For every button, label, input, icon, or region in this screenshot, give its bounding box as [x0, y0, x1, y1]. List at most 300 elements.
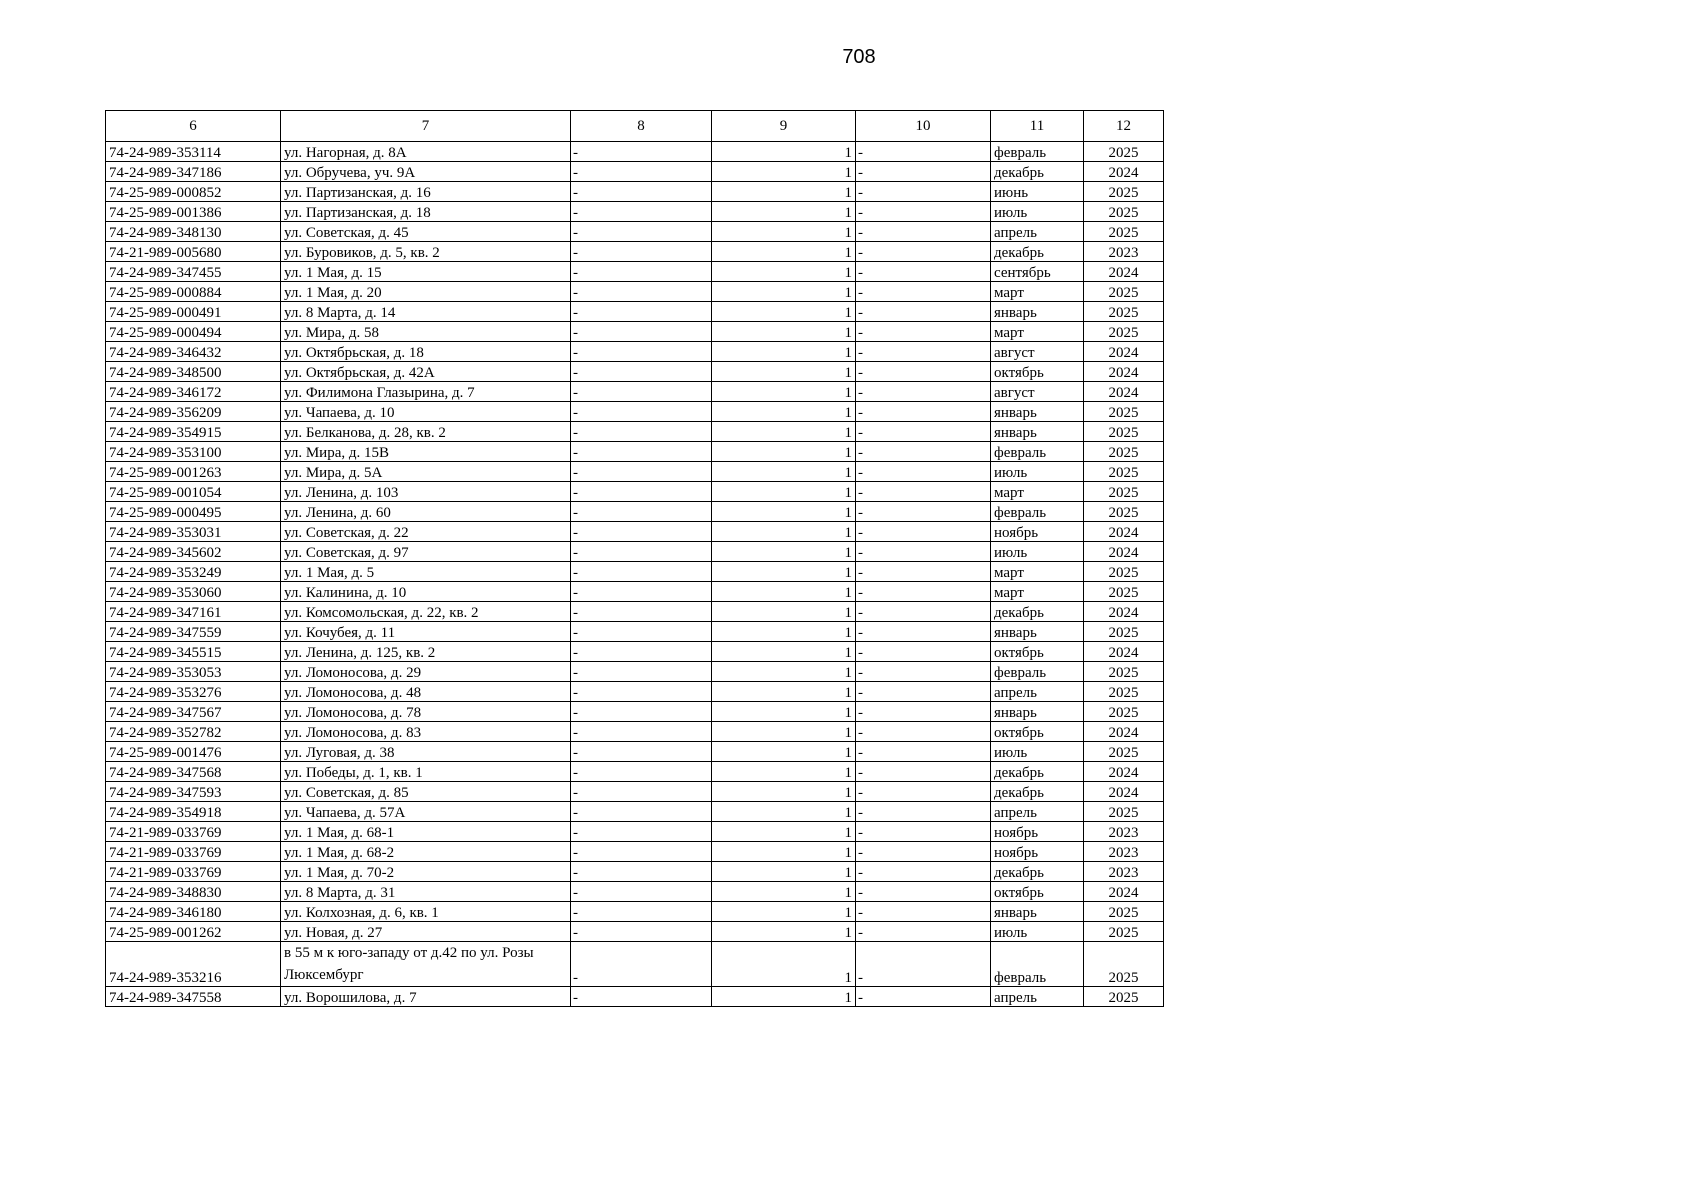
cell-month: февраль — [991, 502, 1084, 522]
cell-year: 2025 — [1084, 482, 1164, 502]
cell-cadastral-number: 74-24-989-348500 — [106, 362, 281, 382]
cell-month: ноябрь — [991, 522, 1084, 542]
cell-month: октябрь — [991, 882, 1084, 902]
cell-col-10: - — [856, 782, 991, 802]
cell-cadastral-number: 74-25-989-001476 — [106, 742, 281, 762]
cell-col-8: - — [571, 522, 712, 542]
cell-col-8: - — [571, 422, 712, 442]
cell-col-10: - — [856, 702, 991, 722]
cell-year: 2025 — [1084, 182, 1164, 202]
table-row — [106, 482, 1164, 502]
cell-cadastral-number: 74-25-989-000491 — [106, 302, 281, 322]
table-header — [106, 111, 1164, 142]
cell-quantity: 1 — [712, 722, 856, 742]
cell-year: 2024 — [1084, 722, 1164, 742]
cell-cadastral-number: 74-24-989-353031 — [106, 522, 281, 542]
cell-month: апрель — [991, 802, 1084, 822]
column-header-8: 8 — [571, 111, 712, 142]
cell-month: декабрь — [991, 162, 1084, 182]
cell-cadastral-number: 74-24-989-353249 — [106, 562, 281, 582]
cell-col-8: - — [571, 622, 712, 642]
table-row — [106, 842, 1164, 862]
cell-quantity: 1 — [712, 922, 856, 942]
cell-quantity: 1 — [712, 902, 856, 922]
cell-col-8: - — [571, 762, 712, 782]
cell-year: 2025 — [1084, 302, 1164, 322]
cell-cadastral-number: 74-24-989-356209 — [106, 402, 281, 422]
cell-quantity: 1 — [712, 782, 856, 802]
cell-quantity: 1 — [712, 882, 856, 902]
table-row — [106, 162, 1164, 182]
cell-address: ул. Ворошилова, д. 7 — [281, 987, 571, 1007]
cell-address: ул. 1 Мая, д. 68-2 — [281, 842, 571, 862]
cell-address: ул. 8 Марта, д. 14 — [281, 302, 571, 322]
cell-year: 2025 — [1084, 282, 1164, 302]
table-row — [106, 642, 1164, 662]
cell-cadastral-number: 74-21-989-005680 — [106, 242, 281, 262]
cell-address: ул. Нагорная, д. 8А — [281, 142, 571, 162]
cell-year: 2025 — [1084, 987, 1164, 1007]
cell-year: 2025 — [1084, 402, 1164, 422]
cell-address: ул. Колхозная, д. 6, кв. 1 — [281, 902, 571, 922]
cell-month: март — [991, 322, 1084, 342]
cell-address: ул. Ломоносова, д. 83 — [281, 722, 571, 742]
table-row — [106, 522, 1164, 542]
cell-col-10: - — [856, 802, 991, 822]
cell-cadastral-number: 74-24-989-354915 — [106, 422, 281, 442]
cell-address: ул. Ломоносова, д. 78 — [281, 702, 571, 722]
cell-cadastral-number: 74-24-989-348130 — [106, 222, 281, 242]
cell-address: ул. Обручева, уч. 9А — [281, 162, 571, 182]
cell-col-10: - — [856, 162, 991, 182]
cell-quantity: 1 — [712, 242, 856, 262]
cell-quantity: 1 — [712, 602, 856, 622]
cell-cadastral-number: 74-25-989-001262 — [106, 922, 281, 942]
cell-col-8: - — [571, 262, 712, 282]
header-row — [106, 111, 1164, 142]
cell-year: 2025 — [1084, 322, 1164, 342]
table-row — [106, 762, 1164, 782]
cell-month: январь — [991, 622, 1084, 642]
column-header-11: 11 — [991, 111, 1084, 142]
cell-cadastral-number: 74-24-989-346432 — [106, 342, 281, 362]
column-header-6: 6 — [106, 111, 281, 142]
cell-year: 2024 — [1084, 362, 1164, 382]
table-row — [106, 602, 1164, 622]
table-row — [106, 562, 1164, 582]
cell-year: 2025 — [1084, 942, 1164, 987]
cell-col-8: - — [571, 362, 712, 382]
cell-quantity: 1 — [712, 422, 856, 442]
cell-col-8: - — [571, 642, 712, 662]
cell-month: март — [991, 282, 1084, 302]
cell-col-8: - — [571, 782, 712, 802]
cell-cadastral-number: 74-24-989-353276 — [106, 682, 281, 702]
cell-month: февраль — [991, 142, 1084, 162]
cell-quantity: 1 — [712, 462, 856, 482]
cell-quantity: 1 — [712, 322, 856, 342]
cell-quantity: 1 — [712, 522, 856, 542]
cell-col-10: - — [856, 182, 991, 202]
cell-cadastral-number: 74-24-989-353114 — [106, 142, 281, 162]
cell-col-8: - — [571, 182, 712, 202]
cell-month: октябрь — [991, 642, 1084, 662]
cell-col-10: - — [856, 942, 991, 987]
cell-col-10: - — [856, 682, 991, 702]
cell-address: ул. Ленина, д. 125, кв. 2 — [281, 642, 571, 662]
cell-quantity: 1 — [712, 642, 856, 662]
cell-col-10: - — [856, 522, 991, 542]
cell-month: февраль — [991, 662, 1084, 682]
table-row — [106, 582, 1164, 602]
cell-cadastral-number: 74-25-989-000884 — [106, 282, 281, 302]
cell-cadastral-number: 74-21-989-033769 — [106, 822, 281, 842]
cell-col-8: - — [571, 562, 712, 582]
table-row — [106, 502, 1164, 522]
cell-col-10: - — [856, 642, 991, 662]
cell-col-10: - — [856, 142, 991, 162]
cell-quantity: 1 — [712, 342, 856, 362]
cell-month: апрель — [991, 987, 1084, 1007]
cell-year: 2024 — [1084, 602, 1164, 622]
cell-quantity: 1 — [712, 282, 856, 302]
table-row — [106, 862, 1164, 882]
cell-year: 2025 — [1084, 142, 1164, 162]
column-header-10: 10 — [856, 111, 991, 142]
cell-address: ул. Советская, д. 85 — [281, 782, 571, 802]
table-body — [106, 142, 1164, 1007]
cell-month: июль — [991, 922, 1084, 942]
cell-cadastral-number: 74-25-989-000495 — [106, 502, 281, 522]
cell-address: ул. Филимона Глазырина, д. 7 — [281, 382, 571, 402]
cell-col-8: - — [571, 882, 712, 902]
column-header-9: 9 — [712, 111, 856, 142]
table-row — [106, 282, 1164, 302]
cell-cadastral-number: 74-25-989-001386 — [106, 202, 281, 222]
cell-address: ул. Советская, д. 22 — [281, 522, 571, 542]
cell-col-10: - — [856, 922, 991, 942]
cell-col-10: - — [856, 862, 991, 882]
table-row — [106, 422, 1164, 442]
cell-year: 2024 — [1084, 762, 1164, 782]
cell-col-10: - — [856, 622, 991, 642]
cell-quantity: 1 — [712, 442, 856, 462]
cell-cadastral-number: 74-24-989-347593 — [106, 782, 281, 802]
cell-col-8: - — [571, 802, 712, 822]
cell-cadastral-number: 74-24-989-347186 — [106, 162, 281, 182]
cell-month: декабрь — [991, 242, 1084, 262]
cell-month: декабрь — [991, 862, 1084, 882]
cell-year: 2023 — [1084, 862, 1164, 882]
table-row — [106, 942, 1164, 987]
table-row — [106, 987, 1164, 1007]
cell-address: ул. Мира, д. 5А — [281, 462, 571, 482]
table-row — [106, 682, 1164, 702]
cell-month: январь — [991, 702, 1084, 722]
cell-year: 2024 — [1084, 382, 1164, 402]
cell-col-8: - — [571, 162, 712, 182]
cell-year: 2025 — [1084, 682, 1164, 702]
cell-col-10: - — [856, 742, 991, 762]
cell-cadastral-number: 74-24-989-346172 — [106, 382, 281, 402]
table-row — [106, 802, 1164, 822]
table-row — [106, 542, 1164, 562]
cell-address: ул. 8 Марта, д. 31 — [281, 882, 571, 902]
cell-month: июль — [991, 742, 1084, 762]
cell-year: 2025 — [1084, 662, 1164, 682]
cell-col-8: - — [571, 922, 712, 942]
cell-year: 2025 — [1084, 802, 1164, 822]
cell-col-8: - — [571, 282, 712, 302]
cell-year: 2024 — [1084, 522, 1164, 542]
cell-quantity: 1 — [712, 682, 856, 702]
table-row — [106, 222, 1164, 242]
cell-quantity: 1 — [712, 202, 856, 222]
cell-address: ул. Буровиков, д. 5, кв. 2 — [281, 242, 571, 262]
cell-address: ул. Ломоносова, д. 48 — [281, 682, 571, 702]
cell-col-8: - — [571, 582, 712, 602]
cell-month: июль — [991, 542, 1084, 562]
cell-cadastral-number: 74-24-989-347567 — [106, 702, 281, 722]
table-row — [106, 462, 1164, 482]
cell-col-10: - — [856, 542, 991, 562]
cell-address: ул. Партизанская, д. 18 — [281, 202, 571, 222]
cell-quantity: 1 — [712, 382, 856, 402]
cell-col-8: - — [571, 602, 712, 622]
table-row — [106, 382, 1164, 402]
cell-cadastral-number: 74-24-989-353053 — [106, 662, 281, 682]
cell-address: ул. Новая, д. 27 — [281, 922, 571, 942]
cell-cadastral-number: 74-24-989-345602 — [106, 542, 281, 562]
cell-month: ноябрь — [991, 822, 1084, 842]
cell-quantity: 1 — [712, 402, 856, 422]
cell-quantity: 1 — [712, 942, 856, 987]
table-row — [106, 742, 1164, 762]
cell-col-10: - — [856, 987, 991, 1007]
cell-col-10: - — [856, 842, 991, 862]
cell-month: сентябрь — [991, 262, 1084, 282]
cell-col-8: - — [571, 987, 712, 1007]
table-row — [106, 902, 1164, 922]
cell-col-10: - — [856, 562, 991, 582]
cell-cadastral-number: 74-24-989-345515 — [106, 642, 281, 662]
cell-year: 2025 — [1084, 442, 1164, 462]
cell-address: ул. Партизанская, д. 16 — [281, 182, 571, 202]
cell-quantity: 1 — [712, 162, 856, 182]
cell-year: 2023 — [1084, 822, 1164, 842]
cell-month: декабрь — [991, 602, 1084, 622]
cell-col-10: - — [856, 322, 991, 342]
data-table — [105, 110, 1164, 1007]
table-row — [106, 402, 1164, 422]
cell-month: октябрь — [991, 722, 1084, 742]
cell-address: ул. Победы, д. 1, кв. 1 — [281, 762, 571, 782]
cell-col-8: - — [571, 322, 712, 342]
cell-col-10: - — [856, 882, 991, 902]
cell-address: ул. 1 Мая, д. 68-1 — [281, 822, 571, 842]
cell-address: ул. Комсомольская, д. 22, кв. 2 — [281, 602, 571, 622]
cell-col-10: - — [856, 202, 991, 222]
cell-month: декабрь — [991, 762, 1084, 782]
cell-col-8: - — [571, 302, 712, 322]
cell-address: ул. Ленина, д. 103 — [281, 482, 571, 502]
cell-cadastral-number: 74-24-989-353100 — [106, 442, 281, 462]
cell-col-8: - — [571, 722, 712, 742]
cell-quantity: 1 — [712, 842, 856, 862]
cell-year: 2025 — [1084, 422, 1164, 442]
table-row — [106, 262, 1164, 282]
cell-quantity: 1 — [712, 482, 856, 502]
cell-year: 2024 — [1084, 342, 1164, 362]
cell-month: март — [991, 562, 1084, 582]
cell-year: 2024 — [1084, 642, 1164, 662]
cell-col-8: - — [571, 462, 712, 482]
cell-address: ул. 1 Мая, д. 20 — [281, 282, 571, 302]
cell-cadastral-number: 74-24-989-354918 — [106, 802, 281, 822]
cell-col-8: - — [571, 862, 712, 882]
cell-year: 2025 — [1084, 202, 1164, 222]
cell-month: январь — [991, 302, 1084, 322]
table-row — [106, 202, 1164, 222]
cell-col-10: - — [856, 402, 991, 422]
cell-quantity: 1 — [712, 582, 856, 602]
table-row — [106, 782, 1164, 802]
cell-cadastral-number: 74-24-989-348830 — [106, 882, 281, 902]
cell-quantity: 1 — [712, 502, 856, 522]
cell-col-10: - — [856, 582, 991, 602]
cell-col-8: - — [571, 542, 712, 562]
cell-address: ул. Кочубея, д. 11 — [281, 622, 571, 642]
cell-address: ул. 1 Мая, д. 70-2 — [281, 862, 571, 882]
cell-col-10: - — [856, 762, 991, 782]
cell-month: апрель — [991, 222, 1084, 242]
cell-year: 2025 — [1084, 742, 1164, 762]
cell-col-8: - — [571, 442, 712, 462]
table-row — [106, 622, 1164, 642]
table-row — [106, 822, 1164, 842]
cell-cadastral-number: 74-24-989-353060 — [106, 582, 281, 602]
cell-col-10: - — [856, 482, 991, 502]
cell-quantity: 1 — [712, 862, 856, 882]
cell-year: 2024 — [1084, 542, 1164, 562]
cell-col-10: - — [856, 282, 991, 302]
cell-col-8: - — [571, 222, 712, 242]
cell-address: ул. Чапаева, д. 57А — [281, 802, 571, 822]
cell-month: февраль — [991, 442, 1084, 462]
table-row — [106, 142, 1164, 162]
cell-month: декабрь — [991, 782, 1084, 802]
table-row — [106, 662, 1164, 682]
cell-address: ул. Чапаева, д. 10 — [281, 402, 571, 422]
cell-month: ноябрь — [991, 842, 1084, 862]
cell-quantity: 1 — [712, 262, 856, 282]
cell-year: 2024 — [1084, 162, 1164, 182]
cell-year: 2024 — [1084, 882, 1164, 902]
cell-quantity: 1 — [712, 762, 856, 782]
cell-cadastral-number: 74-21-989-033769 — [106, 862, 281, 882]
cell-quantity: 1 — [712, 987, 856, 1007]
cell-col-8: - — [571, 662, 712, 682]
cell-year: 2025 — [1084, 502, 1164, 522]
cell-address: ул. Ломоносова, д. 29 — [281, 662, 571, 682]
cell-col-8: - — [571, 202, 712, 222]
cell-month: апрель — [991, 682, 1084, 702]
cell-col-10: - — [856, 602, 991, 622]
cell-address: ул. 1 Мая, д. 15 — [281, 262, 571, 282]
table-row — [106, 882, 1164, 902]
cell-quantity: 1 — [712, 302, 856, 322]
cell-year: 2024 — [1084, 782, 1164, 802]
cell-cadastral-number: 74-24-989-347455 — [106, 262, 281, 282]
cell-col-8: - — [571, 842, 712, 862]
table-row — [106, 702, 1164, 722]
cell-col-8: - — [571, 682, 712, 702]
cell-year: 2024 — [1084, 262, 1164, 282]
cell-quantity: 1 — [712, 622, 856, 642]
column-header-12: 12 — [1084, 111, 1164, 142]
cell-col-8: - — [571, 242, 712, 262]
cell-cadastral-number: 74-24-989-347558 — [106, 987, 281, 1007]
cell-year: 2025 — [1084, 222, 1164, 242]
cell-address: ул. Белканова, д. 28, кв. 2 — [281, 422, 571, 442]
cell-cadastral-number: 74-25-989-001263 — [106, 462, 281, 482]
cell-col-10: - — [856, 242, 991, 262]
cell-address: ул. Мира, д. 58 — [281, 322, 571, 342]
cell-month: январь — [991, 902, 1084, 922]
cell-month: январь — [991, 422, 1084, 442]
cell-cadastral-number: 74-24-989-352782 — [106, 722, 281, 742]
cell-quantity: 1 — [712, 542, 856, 562]
cell-quantity: 1 — [712, 802, 856, 822]
cell-address: ул. 1 Мая, д. 5 — [281, 562, 571, 582]
cell-quantity: 1 — [712, 562, 856, 582]
cell-cadastral-number: 74-25-989-000494 — [106, 322, 281, 342]
cell-month: июль — [991, 462, 1084, 482]
cell-year: 2025 — [1084, 462, 1164, 482]
cell-col-10: - — [856, 502, 991, 522]
cell-quantity: 1 — [712, 702, 856, 722]
cell-col-8: - — [571, 382, 712, 402]
cell-col-8: - — [571, 402, 712, 422]
cell-col-10: - — [856, 362, 991, 382]
cell-col-8: - — [571, 742, 712, 762]
cell-cadastral-number: 74-24-989-347568 — [106, 762, 281, 782]
cell-month: февраль — [991, 942, 1084, 987]
cell-col-10: - — [856, 422, 991, 442]
cell-col-8: - — [571, 482, 712, 502]
cell-col-8: - — [571, 942, 712, 987]
cell-quantity: 1 — [712, 742, 856, 762]
table-row — [106, 922, 1164, 942]
cell-address: ул. Ленина, д. 60 — [281, 502, 571, 522]
page-number: 708 — [842, 46, 876, 68]
cell-year: 2025 — [1084, 702, 1164, 722]
cell-month: июль — [991, 202, 1084, 222]
cell-address: ул. Октябрьская, д. 18 — [281, 342, 571, 362]
cell-col-10: - — [856, 382, 991, 402]
cell-month: март — [991, 582, 1084, 602]
cell-month: март — [991, 482, 1084, 502]
table-row — [106, 362, 1164, 382]
cell-cadastral-number: 74-24-989-346180 — [106, 902, 281, 922]
cell-year: 2023 — [1084, 242, 1164, 262]
cell-month: июнь — [991, 182, 1084, 202]
cell-col-10: - — [856, 722, 991, 742]
cell-address: ул. Октябрьская, д. 42А — [281, 362, 571, 382]
table-row — [106, 182, 1164, 202]
table-row — [106, 322, 1164, 342]
cell-col-10: - — [856, 222, 991, 242]
